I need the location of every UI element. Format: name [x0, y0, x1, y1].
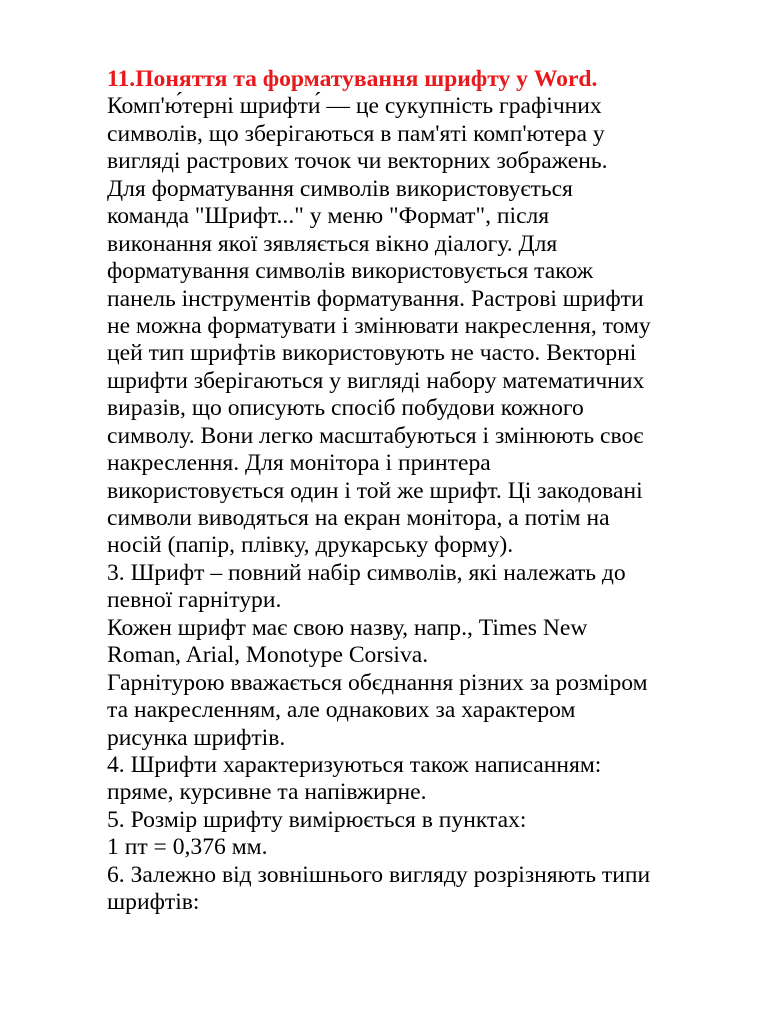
- text-line: носій (папір, плівку, друкарську форму).: [107, 532, 514, 559]
- text-line: 1 пт = 0,376 мм.: [107, 834, 268, 861]
- text-line: цей тип шрифтів використовують не часто. Векторні: [107, 340, 637, 367]
- text-line: Для форматування символів використовується: [107, 175, 573, 202]
- text-line: 3. Шрифт – повний набір символів, які належать до: [107, 559, 626, 586]
- text-line: шрифти зберігаються у вигляді набору математичних: [107, 367, 645, 394]
- text-line: 4. Шрифти характеризуються також написанням:: [107, 751, 602, 778]
- text-line: Roman, Arial, Monotype Corsiva.: [107, 642, 429, 669]
- text-line: 6. Залежно від зовнішнього вигляду розрізняють типи: [107, 861, 651, 888]
- text-line: Гарнітурою вважається обєднання різних за розміром: [107, 669, 648, 696]
- text-line: шрифтів:: [107, 889, 200, 916]
- text-line: панель інструментів форматування. Растрові шрифти: [107, 285, 644, 312]
- text-line: рисунка шрифтів.: [107, 724, 286, 751]
- document-title: 11.Поняття та форматування шрифту у Word.: [107, 66, 598, 92]
- text-line: форматування символів використовується також: [107, 258, 594, 285]
- text-line: символу. Вони легко масштабуються і змінюють своє: [107, 422, 644, 449]
- text-line: не можна форматувати і змінювати накреслення, тому: [107, 312, 651, 339]
- text-line: виразів, що описують спосіб побудови кожного: [107, 395, 584, 422]
- text-line: символи виводяться на екран монітора, а потім на: [107, 505, 610, 531]
- document-body: [107, 66, 727, 917]
- text-line: Комп'ю́терні шрифти́ — це сукупність графічних: [107, 93, 602, 120]
- text-line: накреслення. Для монітора і принтера: [107, 450, 491, 477]
- text-line: виконання якої зявляється вікно діалогу. Для: [107, 230, 558, 257]
- text-line: вигляді растрових точок чи векторних зображень.: [107, 148, 608, 175]
- text-line: Кожен шрифт має свою назву, напр., Times New: [107, 614, 588, 641]
- text-line: 5. Розмір шрифту вимірюється в пунктах:: [107, 806, 527, 833]
- text-line: символів, що зберігаються в пам'яті комп'ютера у: [107, 120, 605, 147]
- text-line: команда "Шрифт..." у меню "Формат", після: [107, 203, 550, 230]
- text-line: пряме, курсивне та напівжирне.: [107, 779, 427, 806]
- text-line: певної гарнітури.: [107, 587, 282, 614]
- text-line: використовується один і той же шрифт. Ці закодовані: [107, 477, 643, 504]
- text-line: та накресленням, але однакових за характером: [107, 697, 576, 724]
